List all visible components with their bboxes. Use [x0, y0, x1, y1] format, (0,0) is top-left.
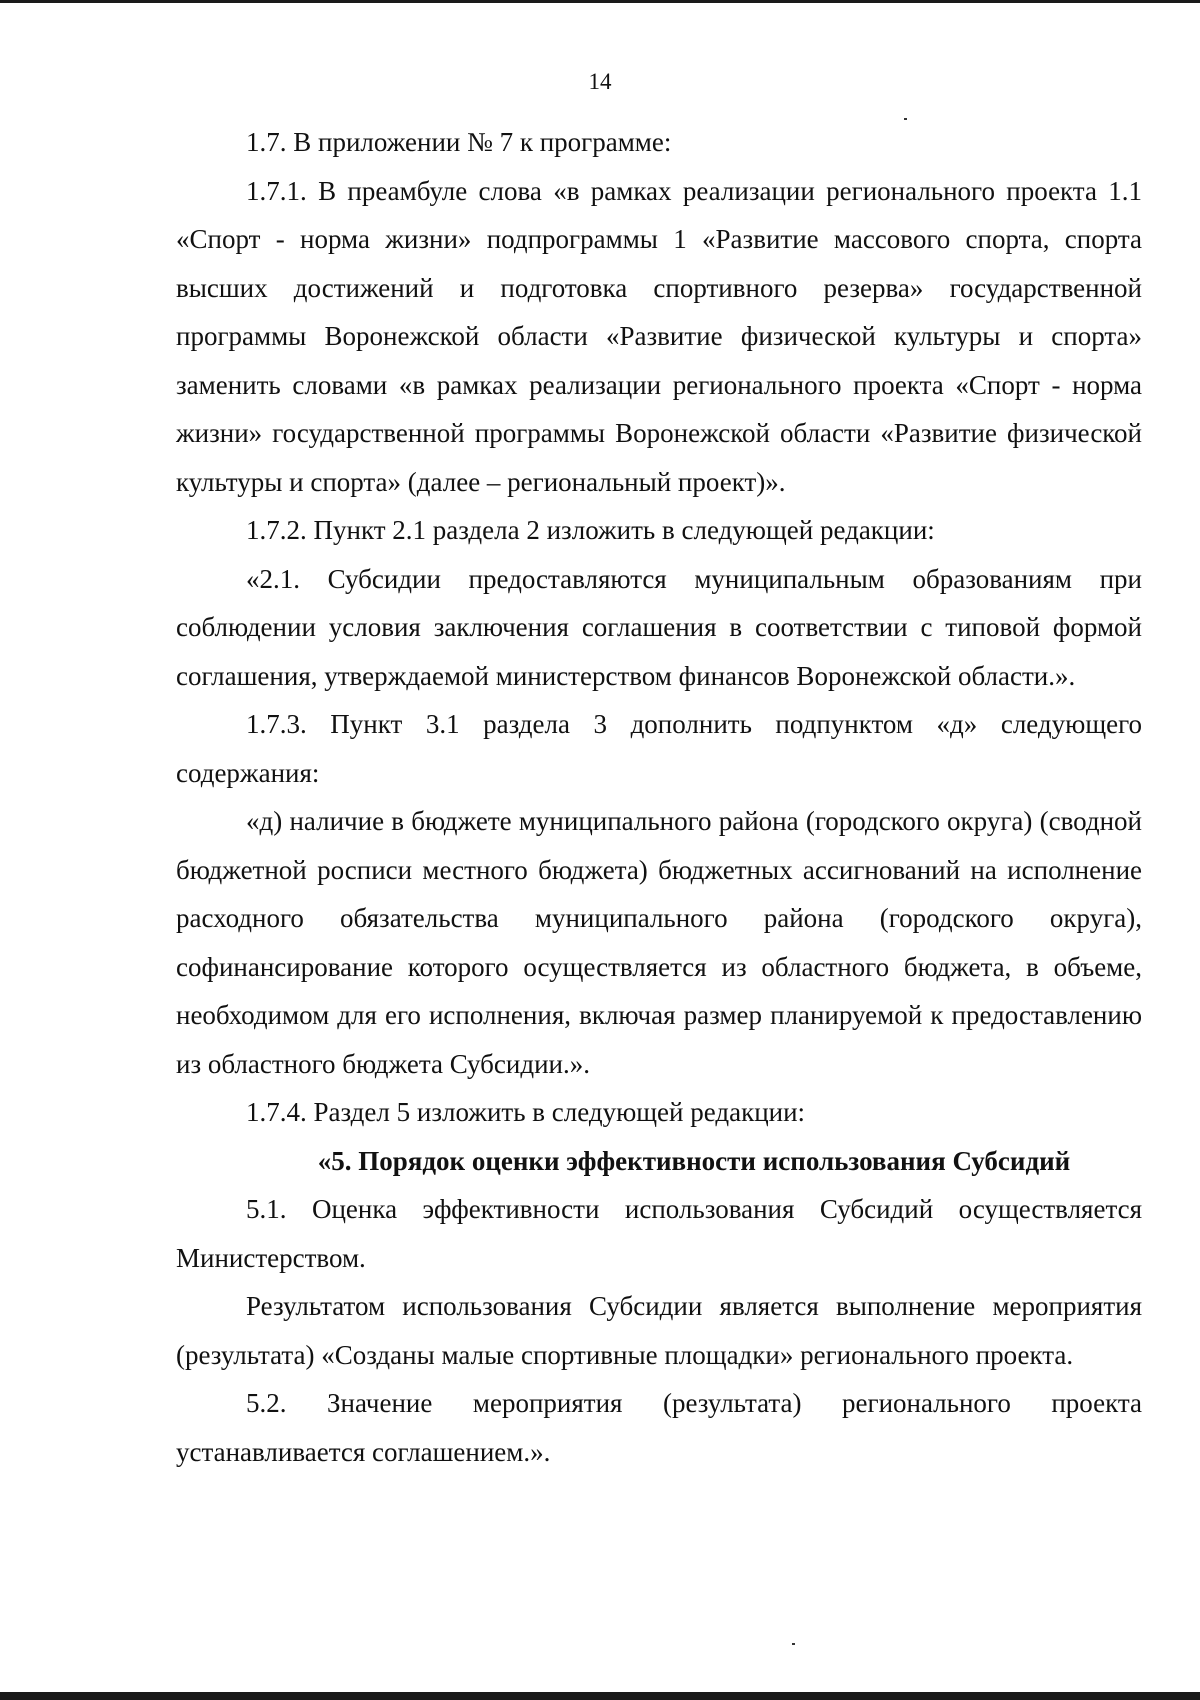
clause-1-7-1: 1.7.1. В преамбуле слова «в рамках реализации регионального проекта 1.1 «Спорт - норма жизни» подпрограммы 1 «Развитие массового спорта, спорта высших достижений и подготовка спортивного резерва» государственной программы Воронежской области «Развитие физической культуры и спорта» заменить словами «в рамках реализации регионального проекта «Спорт - норма жизни» государственной программы Воронежской области «Развитие физической культуры и спорта» (далее – региональный проект)». — [176, 175, 1142, 497]
subclause-d-quote: «д) наличие в бюджете муниципального района (городского округа) (сводной бюджетной росписи местного бюджета) бюджетных ассигнований на исполнение расходного обязательства муниципального района (городского округа), софинансирование которого осуществляется из областного бюджета, в объеме, необходимом для его исполнения, включая размер планируемой к предоставлению из областного бюджета Субсидии.». — [176, 806, 1142, 1079]
document-body — [176, 118, 1142, 1476]
scan-edge-bottom — [0, 1692, 1200, 1700]
clause-1-7-3: 1.7.3. Пункт 3.1 раздела 3 дополнить подпунктом «д» следующего содержания: — [176, 709, 1142, 788]
scan-edge-top — [0, 0, 1200, 3]
page-number: 14 — [588, 69, 612, 94]
clause-5-2: 5.2. Значение мероприятия (результата) регионального проекта устанавливается соглашением.». — [176, 1388, 1142, 1467]
clause-2-1-quote: «2.1. Субсидии предоставляются муниципальным образованиям при соблюдении условия заключения соглашения в соответствии с типовой формой соглашения, утверждаемой министерством финансов Воронежской области.». — [176, 563, 1142, 691]
result-paragraph: Результатом использования Субсидии является выполнение мероприятия (результата) «Созданы малые спортивные площадки» регионального проекта. — [176, 1291, 1142, 1370]
scan-speck — [792, 1643, 795, 1645]
clause-1-7-4: 1.7.4. Раздел 5 изложить в следующей редакции: — [246, 1097, 806, 1127]
clause-5-1: 5.1. Оценка эффективности использования Субсидий осуществляется Министерством. — [176, 1194, 1142, 1273]
clause-1-7: 1.7. В приложении № 7 к программе: — [246, 127, 672, 157]
section-5-heading: «5. Порядок оценки эффективности использования Субсидий — [317, 1145, 1071, 1176]
clause-1-7-2: 1.7.2. Пункт 2.1 раздела 2 изложить в следующей редакции: — [246, 515, 935, 545]
